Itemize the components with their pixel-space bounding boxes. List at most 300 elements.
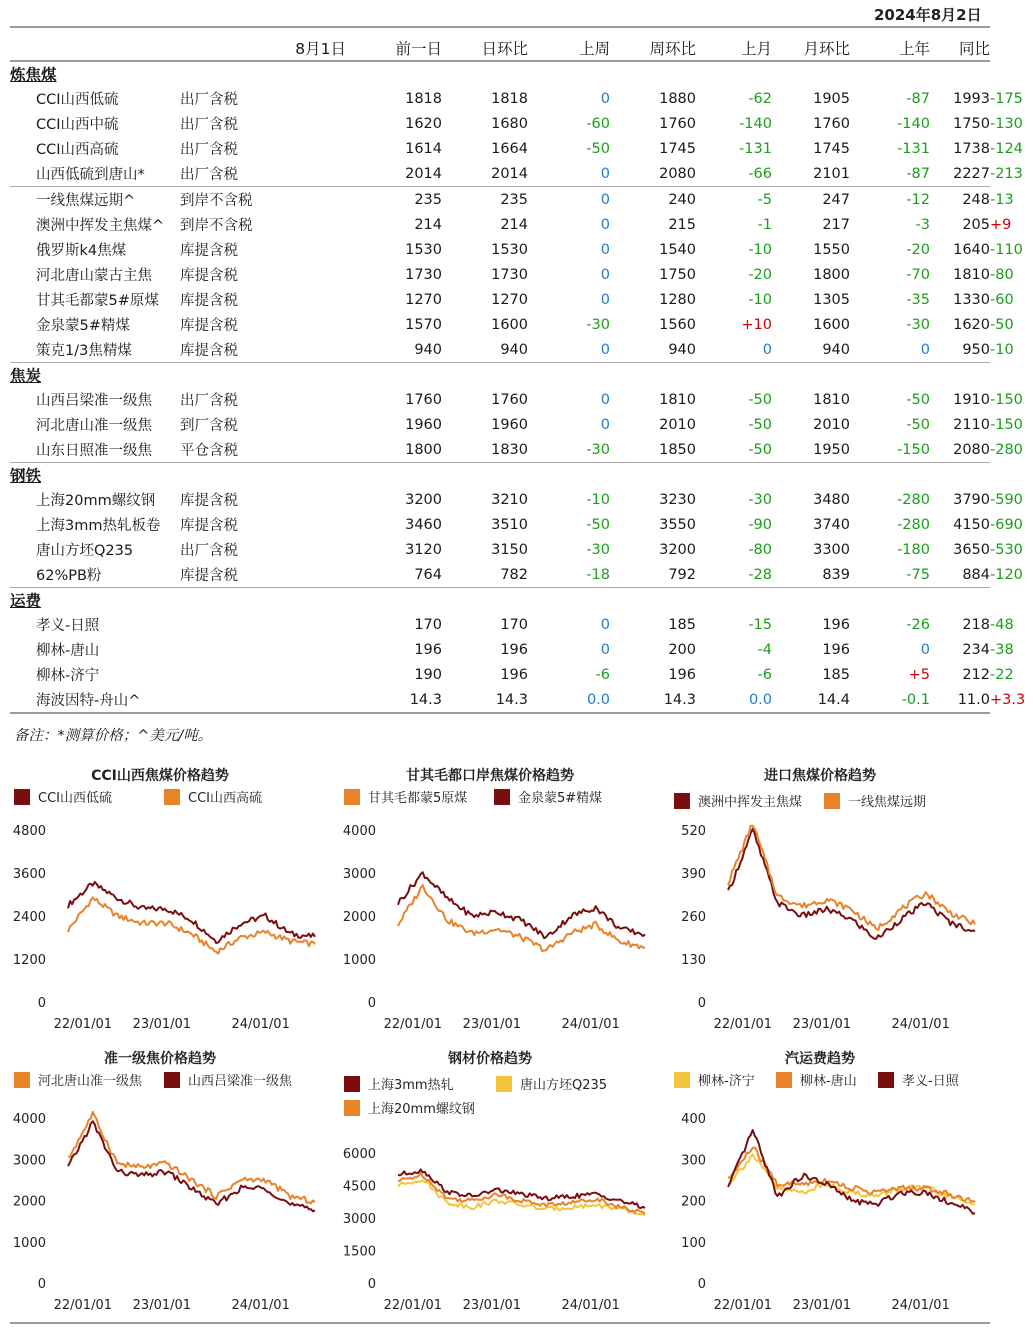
chart-title: 准一级焦价格趋势 [104, 1051, 216, 1067]
price-value: 1760 [491, 391, 528, 408]
x-tick-label: 22/01/01 [713, 1298, 773, 1313]
chart-steel [340, 1043, 660, 1321]
price-value: 2010 [659, 416, 696, 433]
price-value: 247 [772, 187, 850, 213]
y-tick-label: 0 [697, 1277, 706, 1292]
price-value: 1800 [405, 441, 442, 458]
price-value: 1738 [953, 140, 990, 157]
change-value: 0 [920, 341, 930, 358]
legend-label: 孝义-日照 [902, 1074, 959, 1089]
chart-ganqimaodu [340, 760, 660, 1040]
change-value: 0 [600, 90, 610, 107]
table-row: 策克1/3焦精煤 库提含税 940 940 0 940 0 940 0 950 -10 [10, 337, 990, 363]
price-value: 940 [500, 341, 528, 358]
table-row: 俄罗斯k4焦煤 库提含税 1530 1530 0 1540 -10 1550 -20 1640 -110 [10, 237, 990, 262]
table-row: 海波因特-舟山^ 14.3 14.3 0.0 14.3 0.0 14.4 -0.1 11.0 +3.3 [10, 687, 990, 713]
change-value: -62 [748, 90, 772, 107]
col-header: 月环比 [772, 36, 850, 61]
item-name: 河北唐山准一级焦 [36, 418, 152, 434]
legend-label: 河北唐山准一级焦 [38, 1074, 143, 1089]
price-value: 782 [500, 566, 528, 583]
price-condition: 库提含税 [180, 568, 238, 584]
price-value: 1960 [491, 416, 528, 433]
y-tick-label: 1500 [342, 1244, 376, 1260]
section-title: 焦炭 [10, 367, 42, 385]
change-value: -26 [906, 616, 930, 633]
price-value: 3740 [813, 516, 850, 533]
price-value: 3150 [491, 541, 528, 558]
price-condition: 库提含税 [180, 518, 238, 534]
item-name: 河北唐山蒙古主焦 [36, 268, 152, 284]
price-value: 1730 [491, 266, 528, 283]
y-tick-label: 390 [681, 867, 706, 882]
price-value: 1760 [405, 391, 442, 408]
price-condition: 到岸不含税 [180, 218, 253, 234]
price-value: 2110 [953, 416, 990, 433]
price-condition [180, 637, 280, 662]
y-tick-label: 4000 [342, 824, 376, 839]
price-value: 1270 [405, 291, 442, 308]
price-value: 4150 [953, 516, 990, 533]
change-value: 0 [600, 165, 610, 182]
change-value: -50 [586, 516, 610, 533]
price-value: 1270 [491, 291, 528, 308]
price-value: 1760 [813, 115, 850, 132]
price-value: 1905 [813, 90, 850, 107]
price-condition: 出厂含税 [180, 167, 238, 183]
chart-svg [340, 760, 660, 1040]
y-tick-label: 3000 [342, 1212, 376, 1227]
legend-label: 上海3mm热轧 [368, 1078, 454, 1093]
chart-svg [10, 760, 330, 1040]
legend-swatch [496, 1076, 512, 1092]
section-header-row [10, 61, 990, 86]
change-value: 0 [600, 266, 610, 283]
item-name: CCI山西高硫 [36, 142, 119, 158]
x-tick-label: 23/01/01 [462, 1017, 522, 1032]
price-value: 2101 [813, 165, 850, 182]
change-value: 0 [600, 241, 610, 258]
item-name: 策克1/3焦精煤 [36, 343, 132, 359]
price-value: 1530 [491, 241, 528, 258]
x-tick-label: 24/01/01 [891, 1017, 950, 1032]
table-row: 一线焦煤远期^ 到岸不含税 235 235 0 240 -5 247 -12 248 -13 [10, 187, 990, 213]
legend-swatch [824, 793, 840, 809]
price-value: 1600 [491, 316, 528, 333]
x-tick-label: 23/01/01 [132, 1017, 192, 1032]
x-tick-label: 23/01/01 [792, 1298, 852, 1313]
section-header-row [10, 588, 990, 613]
chart-import-coking-coal [670, 760, 990, 1040]
y-tick-label: 200 [681, 1194, 706, 1210]
item-name: 柳林-唐山 [36, 643, 100, 659]
change-value: -50 [748, 416, 772, 433]
price-value: 839 [822, 566, 850, 583]
y-tick-label: 3600 [12, 867, 46, 882]
legend-label: 柳林-唐山 [800, 1074, 857, 1089]
table-row: CCI山西中硫 出厂含税 1620 1680 -60 1760 -140 1760 -140 1750 -130 [10, 111, 990, 136]
price-value: 235 [442, 187, 528, 213]
price-value: 1540 [659, 241, 696, 258]
change-value: -4 [757, 641, 772, 658]
table-row: 甘其毛都蒙5#原煤 库提含税 1270 1270 0 1280 -10 1305 -35 1330 -60 [10, 287, 990, 312]
price-value: 11.0 [930, 687, 990, 713]
price-value: 200 [668, 641, 696, 658]
section-title: 运费 [10, 592, 42, 610]
price-value: 2014 [491, 165, 528, 182]
col-header: 前一日 [346, 36, 442, 61]
change-value: -140 [897, 115, 930, 132]
legend-swatch [878, 1072, 894, 1088]
price-value: 1280 [659, 291, 696, 308]
price-value: 1330 [953, 291, 990, 308]
chart-coke [10, 1043, 330, 1321]
y-tick-label: 130 [681, 953, 706, 968]
table-row: 上海3mm热轧板卷 库提含税 3460 3510 -50 3550 -90 3740 -280 4150 -690 [10, 512, 990, 537]
price-condition: 平仓含税 [180, 443, 238, 459]
top-divider [10, 26, 990, 28]
change-value: -90 [748, 516, 772, 533]
price-value: 3550 [659, 516, 696, 533]
price-value: 1680 [491, 115, 528, 132]
price-value: 1730 [405, 266, 442, 283]
table-row: CCI山西高硫 出厂含税 1614 1664 -50 1745 -131 1745 -131 1738 -124 [10, 136, 990, 161]
legend-label: 澳洲中挥发主焦煤 [698, 795, 803, 810]
legend-label: CCI山西低硫 [38, 791, 112, 806]
price-value: 940 [822, 341, 850, 358]
price-value: 1550 [813, 241, 850, 258]
price-value: 234 [962, 641, 990, 658]
table-row: 澳洲中挥发主焦煤^ 到岸不含税 214 214 0 215 -1 217 -3 205 +9 [10, 212, 990, 237]
item-name: 孝义-日照 [36, 618, 100, 634]
change-value: -50 [748, 441, 772, 458]
change-value: 0 [528, 187, 610, 213]
legend-swatch [776, 1072, 792, 1088]
legend-label: 山西吕梁准一级焦 [188, 1074, 293, 1089]
y-tick-label: 4000 [12, 1112, 46, 1127]
price-value: 196 [668, 666, 696, 683]
series-line [728, 1148, 975, 1203]
legend-label: 甘其毛都蒙5原煤 [368, 791, 468, 806]
legend-swatch [164, 1072, 180, 1088]
price-value: 792 [668, 566, 696, 583]
change-value: -30 [906, 316, 930, 333]
price-value: 1530 [405, 241, 442, 258]
table-row: 上海20mm螺纹钢 库提含税 3200 3210 -10 3230 -30 3480 -280 3790 -590 [10, 487, 990, 512]
price-value: 196 [500, 666, 528, 683]
chart-title: 钢材价格趋势 [448, 1051, 532, 1067]
change-value: -50 [906, 416, 930, 433]
item-name: 唐山方坯Q235 [36, 543, 134, 559]
change-value: -70 [906, 266, 930, 283]
change-value: -280 [897, 491, 930, 508]
price-value: 1560 [659, 316, 696, 333]
price-condition: 出厂含税 [180, 543, 238, 559]
price-value: 214 [500, 216, 528, 233]
price-value: 3200 [659, 541, 696, 558]
change-value: -60 [586, 115, 610, 132]
price-value: 950 [962, 341, 990, 358]
legend-swatch [674, 1072, 690, 1088]
price-value: 3510 [491, 516, 528, 533]
change-value: -30 [586, 541, 610, 558]
y-tick-label: 400 [681, 1112, 706, 1127]
price-value: 218 [962, 616, 990, 633]
table-row: 唐山方坯Q235 出厂含税 3120 3150 -30 3200 -80 3300 -180 3650 -530 [10, 537, 990, 562]
price-value: 1818 [491, 90, 528, 107]
chart-svg [670, 1043, 990, 1321]
col-header: 8月1日 [280, 36, 346, 61]
change-value: 0 [600, 216, 610, 233]
legend-swatch [14, 789, 30, 805]
change-value: -30 [586, 441, 610, 458]
price-value: 3480 [813, 491, 850, 508]
price-value: 2080 [659, 165, 696, 182]
price-condition: 到岸不含税 [180, 187, 280, 213]
legend-swatch [14, 1072, 30, 1088]
y-tick-label: 0 [37, 1277, 46, 1292]
price-value: 1810 [953, 266, 990, 283]
x-tick-label: 23/01/01 [462, 1298, 522, 1313]
change-value: -1 [757, 216, 772, 233]
change-value: 0.0 [696, 687, 772, 713]
price-value: 14.3 [610, 687, 696, 713]
section-header-row [10, 363, 990, 388]
item-name: 海波因特-舟山^ [10, 687, 180, 713]
price-value: 2010 [813, 416, 850, 433]
price-condition [180, 687, 280, 713]
change-value: +5 [908, 666, 930, 683]
price-value: 248 [930, 187, 990, 213]
x-tick-label: 22/01/01 [713, 1017, 773, 1032]
price-value: 1570 [405, 316, 442, 333]
price-value: 2080 [953, 441, 990, 458]
change-value: -10 [586, 491, 610, 508]
price-value: 205 [962, 216, 990, 233]
series-line [728, 1130, 975, 1214]
x-tick-label: 24/01/01 [561, 1298, 620, 1313]
x-tick-label: 23/01/01 [132, 1298, 192, 1313]
price-condition: 库提含税 [180, 343, 238, 359]
change-value: -6 [757, 666, 772, 683]
price-value: 14.4 [772, 687, 850, 713]
chart-title: 汽运费趋势 [785, 1051, 855, 1067]
price-value: 1810 [659, 391, 696, 408]
price-value: 1818 [405, 90, 442, 107]
change-value: -30 [748, 491, 772, 508]
y-tick-label: 4800 [12, 824, 46, 839]
item-name: 上海20mm螺纹钢 [36, 493, 156, 509]
table-row: 柳林-济宁 190 196 -6 196 -6 185 +5 212 -22 [10, 662, 990, 687]
item-name: CCI山西中硫 [36, 117, 119, 133]
bottom-divider [10, 1322, 990, 1324]
price-value: 3230 [659, 491, 696, 508]
change-value: -35 [906, 291, 930, 308]
legend-swatch [344, 1100, 360, 1116]
item-name: 山西吕梁准一级焦 [36, 393, 152, 409]
change-value: -75 [906, 566, 930, 583]
chart-trucking-freight [670, 1043, 990, 1321]
price-value: 190 [414, 666, 442, 683]
price-value: 1750 [659, 266, 696, 283]
y-tick-label: 100 [681, 1235, 706, 1251]
legend-label: CCI山西高硫 [188, 791, 262, 806]
price-value: 185 [822, 666, 850, 683]
table-header-row [10, 36, 990, 61]
price-condition: 库提含税 [180, 293, 238, 309]
price-value: 1960 [405, 416, 442, 433]
y-tick-label: 2000 [342, 910, 376, 925]
change-value: -10 [748, 241, 772, 258]
price-value: 1620 [405, 115, 442, 132]
change-value: -28 [748, 566, 772, 583]
change-value: 0.0 [528, 687, 610, 713]
chart-svg [10, 1043, 330, 1321]
legend-label: 上海20mm螺纹钢 [368, 1102, 475, 1117]
price-value: 14.3 [442, 687, 528, 713]
legend-label: 柳林-济宁 [698, 1074, 755, 1089]
footnote: 备注：*测算价格；^美元/吨。 [14, 728, 213, 744]
item-name: 山西低硫到唐山* [36, 167, 145, 183]
change-value: 0 [600, 416, 610, 433]
item-name: 柳林-济宁 [36, 668, 100, 684]
x-tick-label: 22/01/01 [383, 1298, 443, 1313]
price-value: 1664 [491, 140, 528, 157]
price-condition: 出厂含税 [180, 393, 238, 409]
price-value: 212 [962, 666, 990, 683]
change-value: -180 [897, 541, 930, 558]
price-value: 940 [668, 341, 696, 358]
y-tick-label: 2000 [12, 1194, 46, 1210]
price-value: 1305 [813, 291, 850, 308]
price-condition [180, 662, 280, 687]
chart-svg [670, 760, 990, 1040]
y-tick-label: 0 [697, 996, 706, 1011]
x-tick-label: 24/01/01 [891, 1298, 950, 1313]
price-condition: 库提含税 [180, 318, 238, 334]
y-tick-label: 1200 [12, 953, 46, 968]
price-value: 3650 [953, 541, 990, 558]
chart-title: CCI山西焦煤价格趋势 [91, 768, 229, 784]
table-row: 62%PB粉 库提含税 764 782 -18 792 -28 839 -75 884 -120 [10, 562, 990, 588]
price-value: 2227 [953, 165, 990, 182]
y-tick-label: 3000 [342, 867, 376, 882]
price-value: 3300 [813, 541, 850, 558]
change-value: -5 [696, 187, 772, 213]
price-value: 196 [500, 641, 528, 658]
x-tick-label: 24/01/01 [231, 1298, 290, 1313]
price-table [10, 36, 1026, 714]
price-value: 185 [668, 616, 696, 633]
y-tick-label: 4500 [342, 1179, 376, 1195]
change-value: 0 [600, 641, 610, 658]
y-tick-label: 1000 [342, 953, 376, 968]
y-tick-label: 260 [681, 910, 706, 925]
col-header: 同比 [930, 36, 990, 61]
price-value: 196 [822, 616, 850, 633]
item-name: 澳洲中挥发主焦煤^ [36, 218, 165, 234]
change-value: -12 [850, 187, 930, 213]
change-value: -87 [906, 90, 930, 107]
change-value: -280 [897, 516, 930, 533]
price-value: 1600 [813, 316, 850, 333]
change-value: 0 [600, 391, 610, 408]
chart-svg [340, 1043, 660, 1321]
change-value: 0 [920, 641, 930, 658]
section-title: 钢铁 [10, 467, 42, 485]
legend-swatch [674, 793, 690, 809]
change-value: -20 [906, 241, 930, 258]
y-tick-label: 2400 [12, 910, 46, 925]
price-value: 1800 [813, 266, 850, 283]
price-value: 235 [346, 187, 442, 213]
y-tick-label: 0 [367, 1277, 376, 1292]
change-value: -66 [748, 165, 772, 182]
price-value: 170 [500, 616, 528, 633]
price-condition: 到厂含税 [180, 418, 238, 434]
table-row: 孝义-日照 170 170 0 185 -15 196 -26 218 -48 [10, 612, 990, 637]
series-line [398, 1180, 645, 1215]
price-value: 1620 [953, 316, 990, 333]
price-value: 214 [414, 216, 442, 233]
price-condition: 出厂含税 [180, 92, 238, 108]
price-value: 1880 [659, 90, 696, 107]
price-value: 170 [414, 616, 442, 633]
change-value: 0 [600, 291, 610, 308]
price-value: 1993 [953, 90, 990, 107]
series-line [728, 829, 975, 939]
y-tick-label: 520 [681, 824, 706, 839]
y-tick-label: 1000 [12, 1235, 46, 1251]
price-value: 1750 [953, 115, 990, 132]
change-value: 0 [762, 341, 772, 358]
table-row: 山东日照准一级焦 平仓含税 1800 1830 -30 1850 -50 1950 -150 2080 -280 [10, 437, 990, 463]
item-name: 一线焦煤远期^ [10, 187, 180, 213]
table-row: 河北唐山准一级焦 到厂含税 1960 1960 0 2010 -50 2010 -50 2110 -150 [10, 412, 990, 437]
col-header: 上周 [528, 36, 610, 61]
item-name: 甘其毛都蒙5#原煤 [36, 293, 159, 309]
price-condition: 出厂含税 [180, 117, 238, 133]
table-row: 山西低硫到唐山* 出厂含税 2014 2014 0 2080 -66 2101 -87 2227 -213 [10, 161, 990, 187]
price-value: 884 [962, 566, 990, 583]
change-value: -50 [748, 391, 772, 408]
y-tick-label: 0 [367, 996, 376, 1011]
change-value: -80 [748, 541, 772, 558]
chart-title: 甘其毛都口岸焦煤价格趋势 [406, 768, 574, 784]
y-tick-label: 0 [37, 996, 46, 1011]
table-row: 金泉蒙5#精煤 库提含税 1570 1600 -30 1560 +10 1600 -30 1620 -50 [10, 312, 990, 337]
section-title: 炼焦煤 [10, 66, 57, 84]
price-value: 14.3 [346, 687, 442, 713]
price-value: 940 [414, 341, 442, 358]
item-name: 金泉蒙5#精煤 [36, 318, 130, 334]
price-value: 217 [822, 216, 850, 233]
price-condition: 库提含税 [180, 243, 238, 259]
item-name: 山东日照准一级焦 [36, 443, 152, 459]
price-value: 1640 [953, 241, 990, 258]
price-value: 196 [414, 641, 442, 658]
item-name: 上海3mm热轧板卷 [36, 518, 161, 534]
x-tick-label: 22/01/01 [53, 1298, 113, 1313]
change-value: -18 [586, 566, 610, 583]
change-value: -0.1 [850, 687, 930, 713]
change-value: -50 [906, 391, 930, 408]
chart-title: 进口焦煤价格趋势 [764, 768, 876, 784]
legend-label: 一线焦煤远期 [848, 795, 927, 810]
x-tick-label: 24/01/01 [561, 1017, 620, 1032]
change-value: 0 [600, 616, 610, 633]
change-value: -131 [739, 140, 772, 157]
